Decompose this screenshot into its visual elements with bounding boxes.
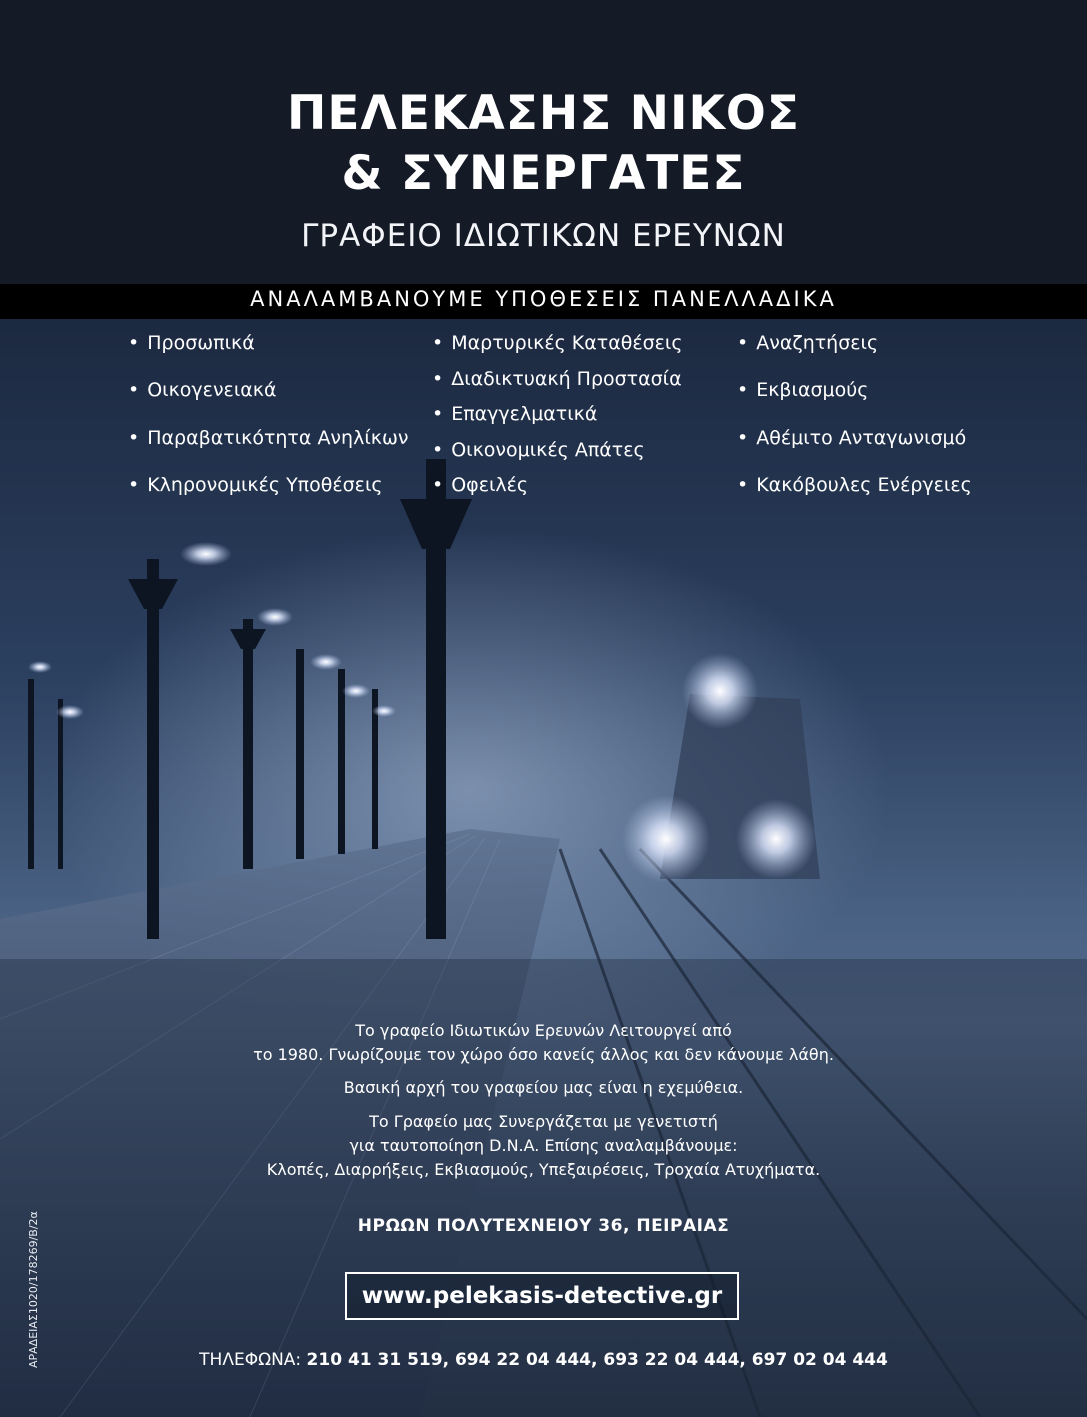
service-item: • Εκβιασμούς <box>737 379 868 401</box>
website-link[interactable]: www.pelekasis-detective.gr <box>345 1272 739 1320</box>
phones-label: ΤΗΛΕΦΩΝΑ: <box>199 1350 302 1370</box>
train-left-headlight <box>622 795 710 883</box>
banner <box>0 284 1087 319</box>
history-line-2: το 1980. Γνωρίζουμε τον χώρο όσο κανείς άλλος και δεν κάνουμε λάθη. <box>253 1045 834 1064</box>
service-item: • Μαρτυρικές Καταθέσεις <box>432 332 683 354</box>
company-name: ΠΕΛΕΚΑΣΗΣ ΝΙΚΟΣ <box>287 86 800 141</box>
service-item: • Αναζητήσεις <box>737 332 878 354</box>
service-item: • Κληρονομικές Υποθέσεις <box>128 474 383 496</box>
service-item: • Διαδικτυακή Προστασία <box>432 368 682 390</box>
train-right-headlight <box>736 799 816 879</box>
company-subtitle: ΓΡΑΦΕΙΟ ΙΔΙΩΤΙΚΩΝ ΕΡΕΥΝΩΝ <box>301 218 786 254</box>
company-partners: & ΣΥΝΕΡΓΑΤΕΣ <box>341 146 746 201</box>
services-extra-line-2: για ταυτοποίηση D.N.A. Επίσης αναλαμβάνουμε: <box>349 1136 738 1155</box>
service-item: • Παραβατικότητα Ανηλίκων <box>128 427 409 449</box>
train-top-light <box>682 653 758 729</box>
address: ΗΡΩΩΝ ΠΟΛΥΤΕΧΝΕΙΟΥ 36, ΠΕΙΡΑΙΑΣ <box>357 1216 730 1236</box>
service-item: • Κακόβουλες Ενέργειες <box>737 474 972 496</box>
banner-text: ΑΝΑΛΑΜΒΑΝΟΥΜΕ ΥΠΟΘΕΣΕΙΣ ΠΑΝΕΛΛΑΔΙΚΑ <box>250 287 837 311</box>
services-extra-line-3: Κλοπές, Διαρρήξεις, Εκβιασμούς, Υπεξαιρέσεις, Τροχαία Ατυχήματα. <box>266 1160 821 1179</box>
license-number: ΑΡΑΔΕΙΑΣ1020/178269/Β/2α <box>27 1211 40 1368</box>
service-item: • Οικονομικές Απάτες <box>432 439 645 461</box>
service-item: • Επαγγελματικά <box>432 403 597 425</box>
confidentiality-text: Βασική αρχή του γραφείου μας είναι η εχεμύθεια. <box>343 1078 744 1097</box>
phones-list: 210 41 31 519, 694 22 04 444, 693 22 04 444, 697 02 04 444 <box>306 1350 888 1370</box>
service-item: • Προσωπικά <box>128 332 255 354</box>
header <box>0 0 1087 284</box>
service-item: • Οφειλές <box>432 474 528 496</box>
service-item: • Οικογενειακά <box>128 379 277 401</box>
services-extra-line-1: Το Γραφείο μας Συνεργάζεται με γενετιστή <box>369 1112 718 1131</box>
history-line-1: Το γραφείο Ιδιωτικών Ερευνών Λειτουργεί από <box>355 1021 732 1040</box>
phone-numbers <box>0 1350 1087 1370</box>
service-item: • Αθέμιτο Ανταγωνισμό <box>737 427 966 449</box>
